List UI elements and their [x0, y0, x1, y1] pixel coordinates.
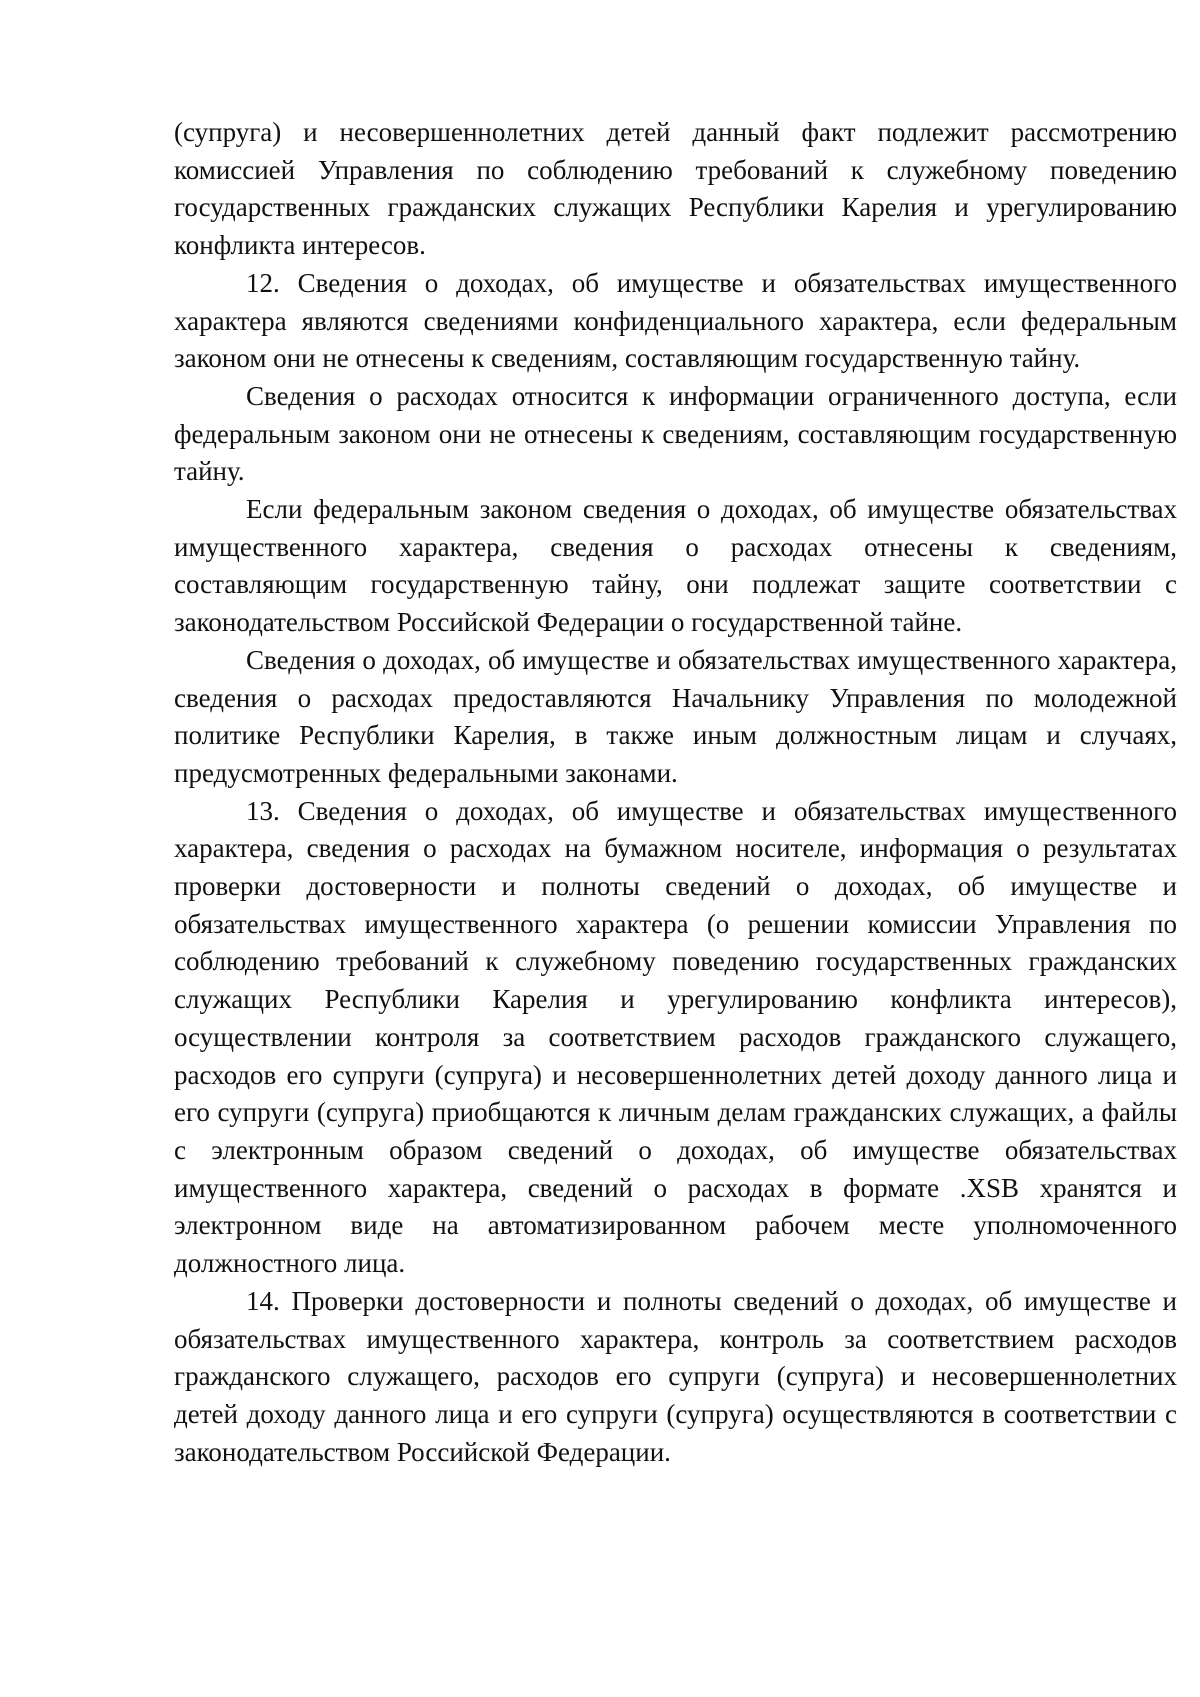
paragraph-state-secret: Если федеральным законом сведения о доходах, об имуществе обязательствах имущественного характера, сведения о расходах отнесены к сведениям, составляющим государственную тайну, они подлежат защите соответствии с законодательством Российской Федерации о государственной тайне. [174, 494, 1177, 638]
paragraph-expenses-restricted: Сведения о расходах относится к информации ограниченного доступа, если федеральным законом они не отнесены к сведениям, составляющим государственную тайну. [174, 380, 1177, 487]
paragraph-provision: Сведения о доходах, об имуществе и обязательствах имущественного характера, сведения о расходах предоставляются Начальнику Управления по молодежной политике Республики Карелия, в также иным должностным лицам и случаях, предусмотренных федеральными законами. [174, 644, 1177, 788]
paragraph-item-12: 12. Сведения о доходах, об имуществе и обязательствах имущественного характера являются сведениями конфиденциального характера, если федеральным законом они не отнесены к сведениям, составляющим государственную тайну. [174, 267, 1177, 374]
paragraph-item-13: 13. Сведения о доходах, об имуществе и обязательствах имущественного характера, сведения о расходах на бумажном носителе, информация о результатах проверки достоверности и полноты сведений о доходах, об имуществе и обязательствах имущественного характера (о решении комиссии Управления по соблюдению требований к служебному поведению государственных гражданских служащих Республики Карелия и урегулированию конфликта интересов), осуществлении контроля за соответствием расходов гражданского служащего, расходов его супруги (супруга) и несовершеннолетних детей доходу данного лица и его супруги (супруга) приобщаются к личным делам гражданских служащих, а файлы с электронным образом сведений о доходах, об имуществе обязательствах имущественного характера, сведений о расходах в формате .XSB хранятся и электронном виде на автоматизированном рабочем месте уполномоченного должностного лица. [174, 795, 1177, 1279]
paragraph-continuation: (супруга) и несовершеннолетних детей данный факт подлежит рассмотрению комиссией Управления по соблюдению требований к служебному поведению государственных гражданских служащих Республики Карелия и урегулированию конфликта интересов. [174, 117, 1177, 261]
paragraph-item-14: 14. Проверки достоверности и полноты сведений о доходах, об имуществе и обязательствах имущественного характера, контроль за соответствием расходов гражданского служащего, расходов его супруги (супруга) и несовершеннолетних детей доходу данного лица и его супруги (супруга) осуществляются в соответствии с законодательством Российской Федерации. [174, 1285, 1177, 1467]
document-body [174, 114, 1177, 1471]
